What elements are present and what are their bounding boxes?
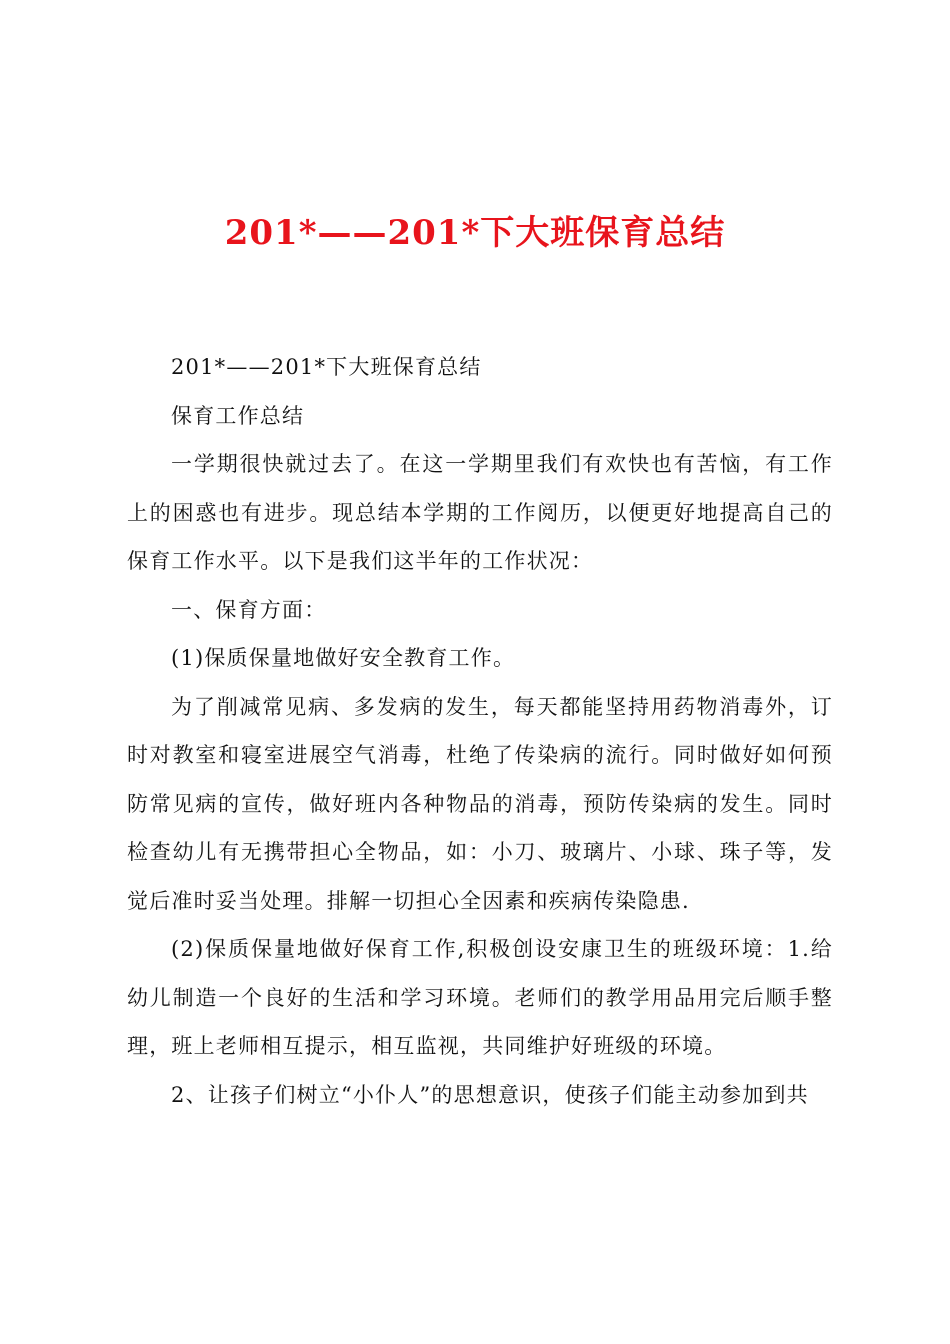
paragraph-item-1: (1)保质保量地做好安全教育工作。 (171, 646, 516, 670)
paragraph-item-2: (2)保质保量地做好保育工作,积极创设安康卫生的班级环境：1.给幼儿制造一个良好的生活和学习环境。老师们的教学用品用完后顺手整理，班上老师相互提示，相互监视，共同维护好班级的环境。 (127, 937, 833, 1058)
document-title: 201*——201*下大班保育总结 (224, 213, 726, 253)
paragraph-heading: 保育工作总结 (171, 403, 305, 428)
paragraph-subtitle: 201*——201*下大班保育总结 (171, 355, 482, 379)
paragraph-item-1-body: 为了削减常见病、多发病的发生，每天都能坚持用药物消毒外，订时对教室和寝室进展空气消毒，杜绝了传染病的流行。同时做好如何预防常见病的宣传，做好班内各种物品的消毒，预防传染病的发生。同时检查幼儿有无携带担心全物品，如：小刀、玻璃片、小球、珠子等，发觉后准时妥当处理。排解一切担心全因素和疾病传染隐患. (127, 694, 833, 913)
paragraph-item-2-point-2: 2、让孩子们树立“小仆人”的思想意识，使孩子们能主动参加到共 (171, 1082, 809, 1107)
document-body (127, 343, 833, 1119)
paragraph-section-1: 一、保育方面： (171, 597, 327, 622)
paragraph-intro: 一学期很快就过去了。在这一学期里我们有欢快也有苦恼，有工作上的困惑也有进步。现总结本学期的工作阅历，以便更好地提高自己的保育工作水平。以下是我们这半年的工作状况： (127, 452, 833, 573)
